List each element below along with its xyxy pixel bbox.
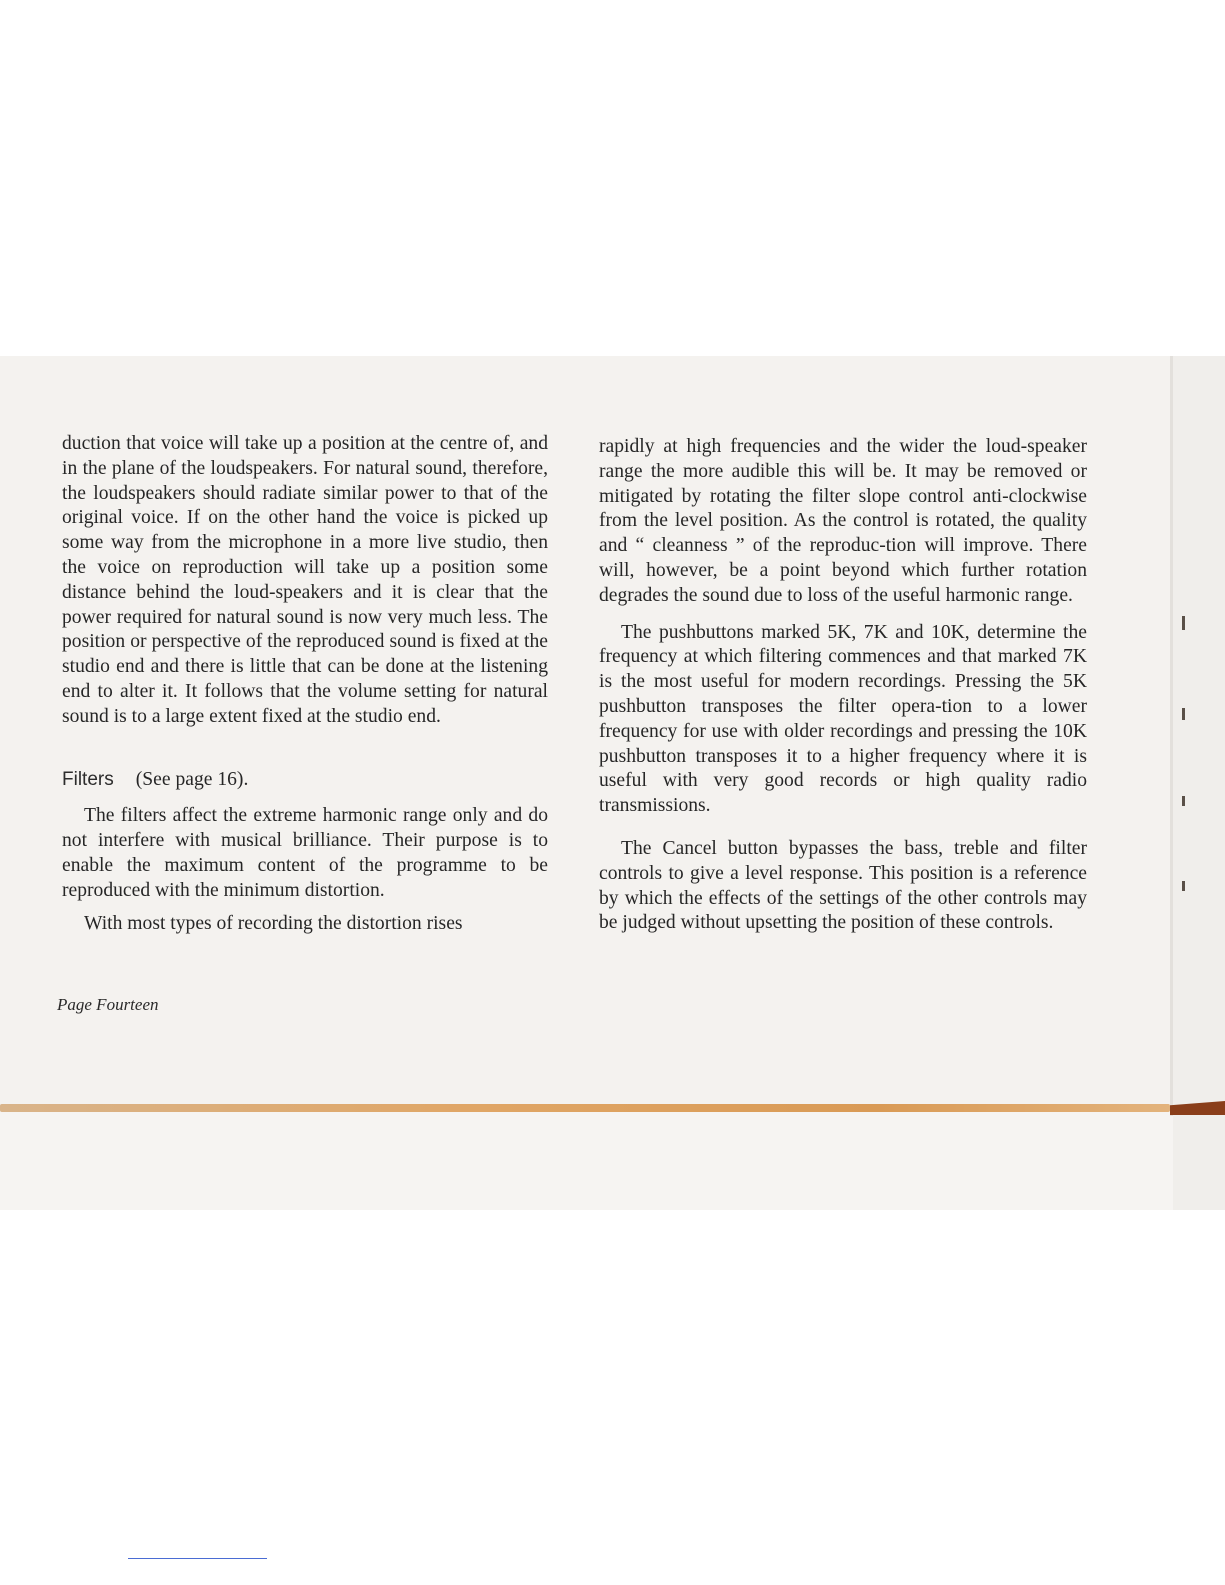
paragraph-filters-purpose: The filters affect the extreme harmonic range only and do not interfere with musical brilliance. Their purpose is to enable the maximum content of the programme to be reproduced with the minimum distortion.	[62, 805, 548, 901]
paragraph-cancel-button: The Cancel button bypasses the bass, treble and filter controls to give a level response. This position is a reference by which the effects of the settings of the other controls may be judged without upsetting the position of these controls.	[599, 837, 1087, 934]
cover-binding-strip	[0, 1104, 1170, 1112]
paragraph-distortion-start: With most types of recording the distortion rises	[84, 912, 463, 934]
page-reference: (See page 16).	[135, 768, 249, 790]
edge-mark	[1182, 796, 1185, 806]
paragraph-filter-slope: rapidly at high frequencies and the wider the loud-speaker range the more audible this will be. It may be removed or mitigated by rotating the filter slope control anti-clockwise from the level position. As the control is rotated, the quality and “ cleanness ” of the reproduc-tion will improve. There will, however, be a point beyond which further rotation degrades the sound due to loss of the useful harmonic range.	[599, 436, 1087, 606]
right-text-column	[599, 435, 1087, 936]
left-text-column	[62, 432, 548, 936]
facing-page-margin	[1173, 356, 1225, 1210]
section-heading-filters: Filters	[62, 768, 114, 790]
paragraph-pushbuttons: The pushbuttons marked 5K, 7K and 10K, determine the frequency at which filtering commences and that marked 7K is the most useful for modern recordings. Pressing the 5K pushbutton transposes the filter opera-tion to a lower frequency for use with older recordings and pressing the 10K pushbutton transposes it to a higher frequency where it is useful with very good records or high quality radio transmissions.	[599, 621, 1087, 817]
cover-board-band	[0, 1108, 1225, 1210]
edge-mark	[1182, 616, 1185, 630]
edge-mark	[1182, 881, 1185, 891]
filters-heading-line	[62, 768, 548, 793]
edge-mark	[1182, 708, 1185, 720]
paragraph-voice-position: duction that voice will take up a position at the centre of, and in the plane of the loudspeakers. For natural sound, therefore, the loudspeakers should radiate similar power to that of the original voice. If on the other hand the voice is picked up some way from the microphone in a more live studio, then the voice on reproduction will take up a position some distance behind the loud-speakers and it is clear that the power required for natural sound is now very much less. The position or perspective of the reproduced sound is fixed at the studio end and there is little that can be done at the listening end to alter it. It follows that the volume setting for natural sound is to a large extent fixed at the studio end.	[62, 433, 548, 727]
link-underline-artifact	[128, 1558, 267, 1559]
page-edge-shadow	[1170, 356, 1173, 1116]
page-number-footer: Page Fourteen	[57, 995, 159, 1014]
